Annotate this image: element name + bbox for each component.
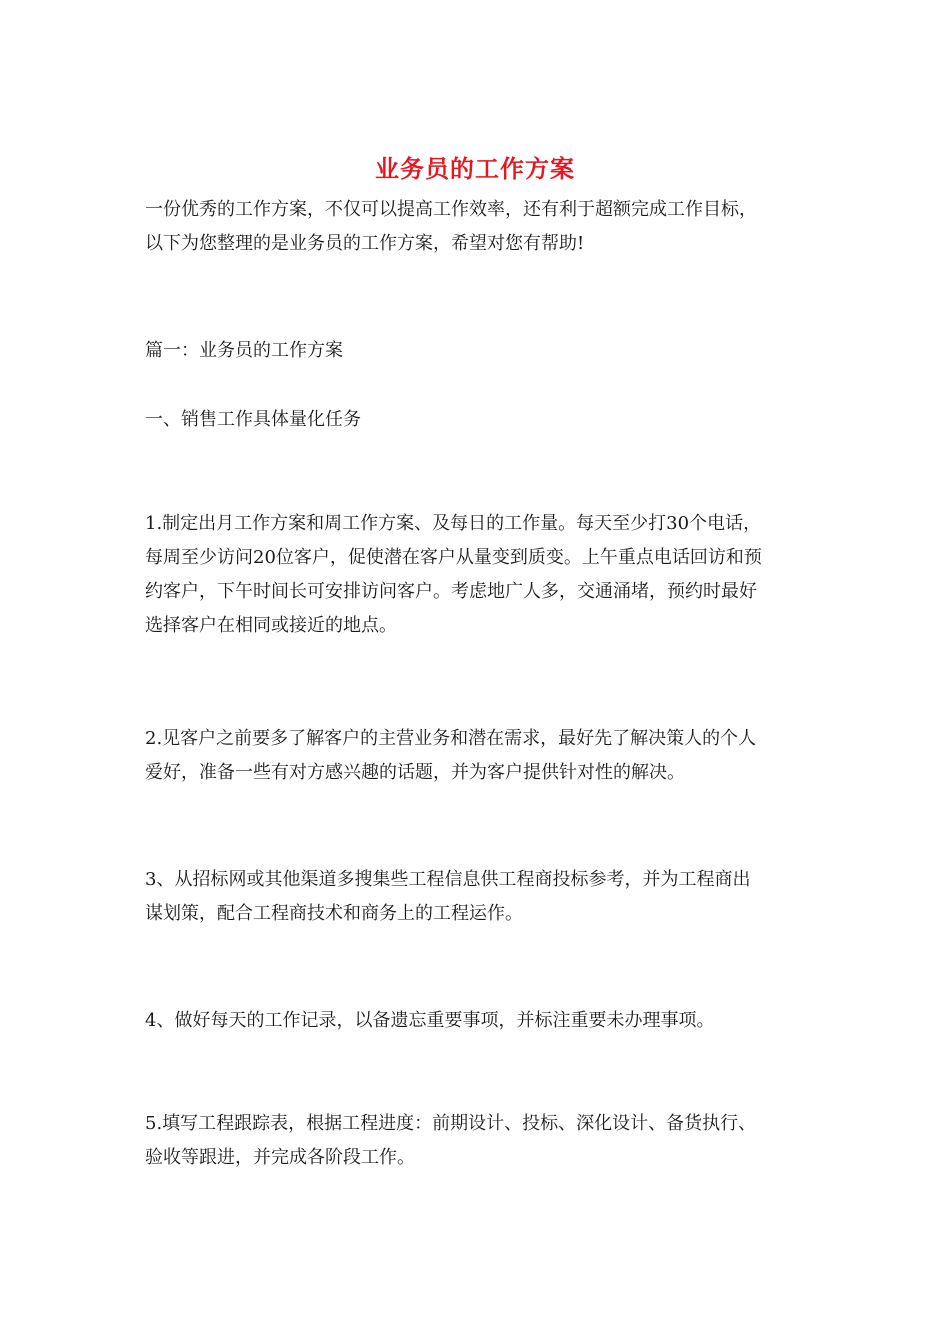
list-item-line: 4、做好每天的工作记录，以备遗忘重要事项，并标注重要未办理事项。 (145, 1010, 715, 1031)
section-heading (145, 403, 810, 437)
list-item (145, 507, 810, 643)
list-item-line: 每周至少访问20位客户，促使潜在客户从量变到质变。上午重点电话回访和预 (145, 547, 762, 568)
chapter-heading (145, 334, 810, 368)
list-item-line: 1.制定出月工作方案和周工作方案、及每日的工作量。每天至少打30个电话， (145, 513, 762, 534)
list-item-line: 选择客户在相同或接近的地点。 (145, 615, 397, 636)
list-item-line: 2.见客户之前要多了解客户的主营业务和潜在需求，最好先了解决策人的个人 (145, 728, 757, 749)
document-title: 业务员的工作方案 (375, 154, 575, 183)
section-heading-text: 一、销售工作具体量化任务 (145, 409, 361, 430)
list-item (145, 722, 810, 790)
list-item-line: 爱好，准备一些有对方感兴趣的话题，并为客户提供针对性的解决。 (145, 762, 685, 783)
intro-line: 一份优秀的工作方案，不仅可以提高工作效率，还有利于超额完成工作目标， (145, 199, 757, 220)
list-item-line: 谋划策，配合工程商技术和商务上的工程运作。 (145, 903, 523, 924)
list-item-line: 3、从招标网或其他渠道多搜集些工程信息供工程商投标参考，并为工程商出 (145, 869, 751, 890)
list-item (145, 1004, 810, 1038)
list-item-line: 验收等跟进，并完成各阶段工作。 (145, 1147, 415, 1168)
list-item-line: 5.填写工程跟踪表，根据工程进度：前期设计、投标、深化设计、备货执行、 (145, 1113, 757, 1134)
list-item-line: 约客户，下午时间长可安排访问客户。考虑地广人多，交通涌堵，预约时最好 (145, 581, 757, 602)
chapter-heading-text: 篇一：业务员的工作方案 (145, 340, 343, 361)
list-item (145, 863, 810, 931)
intro-paragraph (145, 193, 810, 261)
list-item (145, 1107, 810, 1175)
intro-line: 以下为您整理的是业务员的工作方案，希望对您有帮助! (145, 233, 585, 254)
